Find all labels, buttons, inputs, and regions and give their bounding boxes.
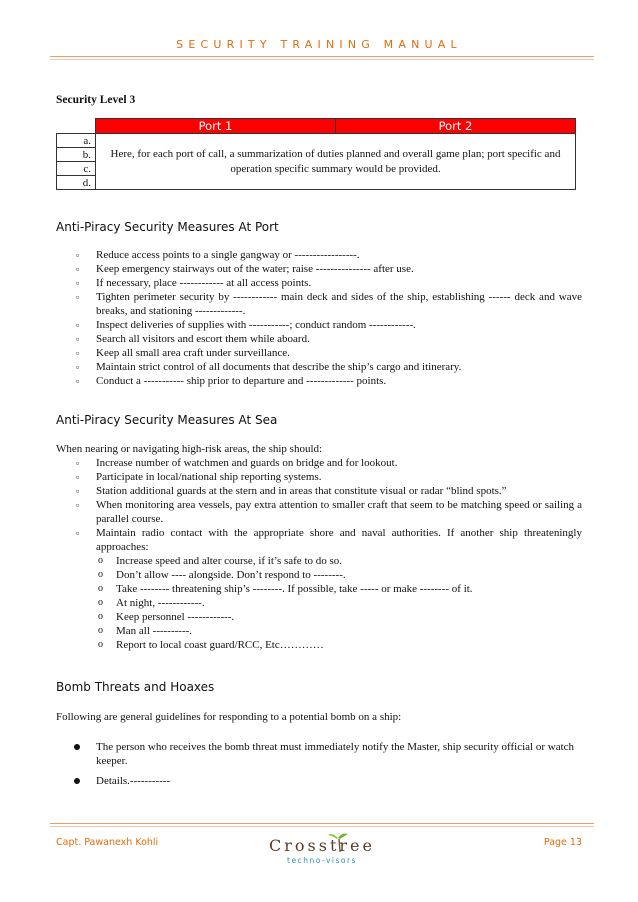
list-item	[56, 290, 582, 318]
logo-tagline: techno-visors	[287, 856, 357, 865]
sea-measures-list	[56, 456, 582, 652]
sea-section-intro: When nearing or navigating high-risk areas, the ship should:	[56, 443, 323, 455]
list-item-text: Take -------- threatening ship’s --------. If possible, take ----- or make -------- of it.	[116, 583, 473, 595]
port-section-heading: Anti-Piracy Security Measures At Port	[56, 220, 279, 234]
square-bullet-icon: ▫	[76, 362, 80, 372]
list-item-text: Participate in local/national ship reporting systems.	[96, 471, 322, 483]
header-title: SECURITY TRAINING MANUAL	[176, 38, 462, 51]
square-bullet-icon: ▫	[76, 348, 80, 358]
logo-wordmark: Crosstree	[269, 836, 375, 855]
table-description: Here, for each port of call, a summarization of duties planned and overall game plan; port specific and operation specific summary would be provided.	[96, 134, 576, 190]
port-measures-list	[56, 248, 582, 388]
bullet-icon	[74, 778, 80, 784]
table-header-port-1: Port 1	[96, 119, 336, 134]
list-item	[56, 498, 582, 526]
bomb-guidelines-list	[56, 740, 582, 788]
sea-sub-list	[96, 554, 582, 652]
footer-rule	[50, 823, 594, 824]
table-row-label: c.	[57, 162, 96, 176]
list-item-text: Search all visitors and escort them while aboard.	[96, 333, 310, 345]
header-rule	[50, 56, 594, 57]
square-bullet-icon: ▫	[76, 250, 80, 260]
list-item-text: Station additional guards at the stern and in areas that constitute visual or radar “blind spots.”	[96, 485, 507, 497]
circle-bullet-icon: o	[98, 569, 103, 580]
list-item-text: At night, ------------.	[116, 597, 205, 609]
list-item-text: Keep all small area craft under surveillance.	[96, 347, 290, 359]
list-item-text: If necessary, place ------------ at all access points.	[96, 277, 312, 289]
sub-list-item	[96, 596, 582, 610]
sub-list-item	[96, 610, 582, 624]
square-bullet-icon: ▫	[76, 264, 80, 274]
table-corner	[57, 119, 96, 134]
list-item-text: Man all ----------.	[116, 625, 193, 637]
list-item	[56, 360, 582, 374]
list-item-text: Conduct a ----------- ship prior to departure and ------------- points.	[96, 375, 387, 387]
list-item	[56, 318, 582, 332]
bomb-section-intro: Following are general guidelines for responding to a potential bomb on a ship:	[56, 711, 402, 723]
circle-bullet-icon: o	[98, 611, 103, 622]
square-bullet-icon: ▫	[76, 458, 80, 468]
list-item-text: The person who receives the bomb threat must immediately notify the Master, ship security official or watch keeper.	[96, 741, 575, 767]
circle-bullet-icon: o	[98, 625, 103, 636]
crosstree-logo	[268, 832, 376, 868]
table-row-label: d.	[57, 176, 96, 190]
circle-bullet-icon: o	[98, 555, 103, 566]
list-item-text: Inspect deliveries of supplies with -----------; conduct random ------------.	[96, 319, 416, 331]
bomb-section-heading: Bomb Threats and Hoaxes	[56, 680, 215, 694]
list-item	[56, 456, 582, 470]
list-item	[56, 346, 582, 360]
square-bullet-icon: ▫	[76, 376, 80, 386]
square-bullet-icon: ▫	[76, 292, 80, 302]
list-item-text: Maintain strict control of all documents that describe the ship’s cargo and itinerary.	[96, 361, 462, 373]
ports-table	[56, 118, 576, 190]
sub-list-item	[96, 554, 582, 568]
circle-bullet-icon: o	[98, 639, 103, 650]
list-item	[56, 774, 582, 788]
table-row-label: a.	[57, 134, 96, 148]
list-item-text: Don’t allow ---- alongside. Don’t respond to --------.	[116, 569, 346, 581]
page-number: Page 13	[543, 837, 582, 848]
list-item	[56, 276, 582, 290]
list-item-text: Keep emergency stairways out of the water; raise --------------- after use.	[96, 263, 414, 275]
circle-bullet-icon: o	[98, 583, 103, 594]
list-item-text: Tighten perimeter security by ------------ main deck and sides of the ship, establishing ------ deck and wave breaks, and stationing -------------.	[96, 291, 582, 317]
square-bullet-icon: ▫	[76, 278, 80, 288]
list-item	[56, 332, 582, 346]
list-item-text: Increase speed and alter course, if it’s safe to do so.	[116, 555, 343, 567]
list-item-text: Maintain radio contact with the appropriate shore and naval authorities. If another ship threateningly approaches:	[96, 527, 582, 553]
list-item-text: Reduce access points to a single gangway or -----------------.	[96, 249, 360, 261]
sub-list-item	[96, 638, 582, 652]
table-row-label: b.	[57, 148, 96, 162]
square-bullet-icon: ▫	[76, 500, 80, 510]
sub-list-item	[96, 582, 582, 596]
security-level-title: Security Level 3	[56, 94, 136, 106]
list-item	[56, 262, 582, 276]
list-item-text: Report to local coast guard/RCC, Etc…………	[116, 639, 324, 651]
list-item	[56, 374, 582, 388]
sub-list-item	[96, 568, 582, 582]
list-item-text: When monitoring area vessels, pay extra attention to smaller craft that seem to be matching speed or sailing a parallel course.	[96, 499, 582, 525]
sub-list-item	[96, 624, 582, 638]
header-rule-secondary	[50, 59, 594, 60]
list-item	[56, 484, 582, 498]
list-item-text: Details.-----------	[96, 775, 171, 787]
square-bullet-icon: ▫	[76, 472, 80, 482]
bullet-icon	[74, 744, 80, 750]
list-item	[56, 526, 582, 652]
footer-author: Capt. Pawanexh Kohli	[56, 837, 159, 848]
circle-bullet-icon: o	[98, 597, 103, 608]
list-item-text: Increase number of watchmen and guards on bridge and for lookout.	[96, 457, 398, 469]
square-bullet-icon: ▫	[76, 334, 80, 344]
footer-rule-secondary	[50, 826, 594, 827]
list-item-text: Keep personnel ------------.	[116, 611, 235, 623]
square-bullet-icon: ▫	[76, 486, 80, 496]
list-item	[56, 740, 582, 768]
table-header-port-2: Port 2	[335, 119, 575, 134]
list-item	[56, 470, 582, 484]
list-item	[56, 248, 582, 262]
square-bullet-icon: ▫	[76, 528, 80, 538]
sea-section-heading: Anti-Piracy Security Measures At Sea	[56, 413, 278, 427]
square-bullet-icon: ▫	[76, 320, 80, 330]
